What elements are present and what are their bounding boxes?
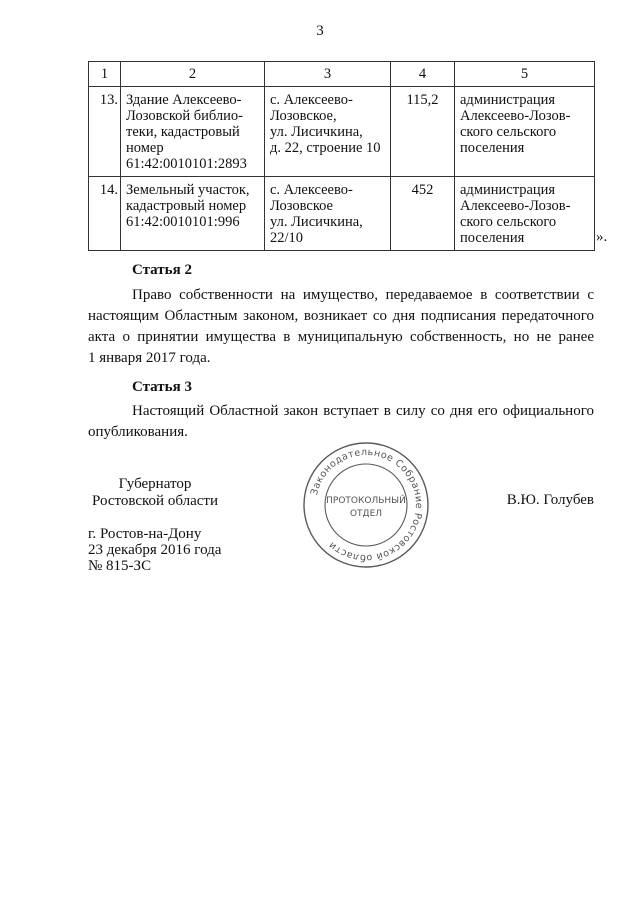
cell-line: Лозовской библио- <box>126 108 243 124</box>
cell-line: с. Алексеево- <box>270 92 353 108</box>
article-2-title: Статья 2 <box>132 262 192 278</box>
seal-stamp <box>301 440 431 570</box>
table-header-cell: 5 <box>455 62 595 87</box>
object-address <box>265 87 391 177</box>
cell-line: 22/10 <box>270 230 304 246</box>
place-and-date <box>88 526 221 574</box>
table-row <box>89 177 595 251</box>
table-header-cell: 4 <box>391 62 455 87</box>
text-line: опубликования. <box>88 424 188 440</box>
row-number: 13. <box>89 87 121 177</box>
cell-line: ул. Лисичкина, <box>270 214 363 230</box>
object-address <box>265 177 391 251</box>
date: 23 декабря 2016 года <box>88 542 222 558</box>
table-header-row <box>89 62 595 87</box>
cell-line: 61:42:0010101:2893 <box>126 156 247 172</box>
cell-line: Лозовское, <box>270 108 337 124</box>
cell-line: ского сельского <box>460 214 557 230</box>
cell-line: администрация <box>460 92 556 108</box>
cell-line: администрация <box>460 182 556 198</box>
text-line: акта о принятии имущества в муниципальную собственность, но не ранее <box>88 329 594 345</box>
article-2-text <box>88 285 594 369</box>
cell-line: ул. Лисичкина, <box>270 124 363 140</box>
article-3-text <box>88 401 594 443</box>
cell-line: поселения <box>460 140 525 156</box>
closing-quote: ». <box>596 229 608 245</box>
cell-line: Здание Алексеево- <box>126 92 242 108</box>
text-line: настоящим Областным законом, возникает со дня подписания передаточного <box>88 308 594 324</box>
cell-line: ского сельского <box>460 124 557 140</box>
signatory-name: В.Ю. Голубев <box>506 492 594 508</box>
text-line: 1 января 2017 года. <box>88 350 211 366</box>
cell-line: Алексеево-Лозов- <box>460 108 571 124</box>
cell-line: Земельный участок, <box>126 182 250 198</box>
object-area: 115,2 <box>391 87 455 177</box>
city: г. Ростов-на-Дону <box>88 526 202 542</box>
text-line: Право собственности на имущество, передаваемое в соответствии с <box>132 287 594 303</box>
seal-ring-text: Законодательное Собрание Ростовской области <box>309 446 425 564</box>
position-line: Ростовской области <box>92 493 218 509</box>
cell-line: Алексеево-Лозов- <box>460 198 571 214</box>
cell-line: 61:42:0010101:996 <box>126 214 240 230</box>
page-number: 3 <box>316 23 324 39</box>
cell-line: с. Алексеево- <box>270 182 353 198</box>
table-header-cell: 2 <box>121 62 265 87</box>
cell-line: Лозовское <box>270 198 333 214</box>
object-holder <box>455 177 595 251</box>
object-name <box>121 177 265 251</box>
seal-inner-text-1: ПРОТОКОЛЬНЫЙ <box>326 496 406 506</box>
position-line: Губернатор <box>118 476 192 492</box>
object-name <box>121 87 265 177</box>
object-holder <box>455 87 595 177</box>
cell-line: д. 22, строение 10 <box>270 140 381 156</box>
cell-line: номер <box>126 140 164 156</box>
cell-line: поселения <box>460 230 525 246</box>
text-line: Настоящий Областной закон вступает в силу со дня его официального <box>132 403 594 419</box>
table-header-cell: 3 <box>265 62 391 87</box>
signatory-position <box>88 476 222 510</box>
table-header-cell: 1 <box>89 62 121 87</box>
cell-line: теки, кадастровый <box>126 124 240 140</box>
row-number: 14. <box>89 177 121 251</box>
law-number: № 815-ЗС <box>88 558 152 574</box>
article-3-title: Статья 3 <box>132 379 192 395</box>
object-area: 452 <box>391 177 455 251</box>
seal-inner-text-2: ОТДЕЛ <box>349 509 383 519</box>
cell-line: кадастровый номер <box>126 198 247 214</box>
property-table <box>88 61 595 251</box>
table-row <box>89 87 595 177</box>
